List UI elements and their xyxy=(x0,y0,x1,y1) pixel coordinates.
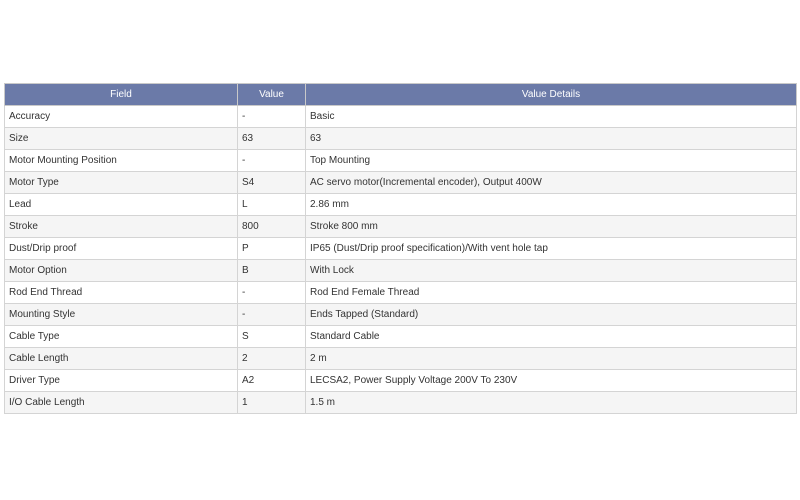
header-value: Value xyxy=(238,84,306,106)
table-row xyxy=(5,348,797,370)
cell-field: Accuracy xyxy=(5,106,238,128)
cell-value-details: 2 m xyxy=(306,348,797,370)
table-row xyxy=(5,304,797,326)
header-row xyxy=(5,84,797,106)
spec-table xyxy=(4,83,797,414)
cell-value-details: Rod End Female Thread xyxy=(306,282,797,304)
cell-field: Stroke xyxy=(5,216,238,238)
table-row xyxy=(5,216,797,238)
table-row xyxy=(5,238,797,260)
cell-field: Cable Length xyxy=(5,348,238,370)
table-row xyxy=(5,194,797,216)
cell-value: L xyxy=(238,194,306,216)
cell-field: Size xyxy=(5,128,238,150)
cell-value-details: Stroke 800 mm xyxy=(306,216,797,238)
cell-value-details: 63 xyxy=(306,128,797,150)
cell-field: Rod End Thread xyxy=(5,282,238,304)
table-row xyxy=(5,172,797,194)
cell-value: - xyxy=(238,304,306,326)
cell-value-details: 1.5 m xyxy=(306,392,797,414)
cell-value-details: Top Mounting xyxy=(306,150,797,172)
cell-value: - xyxy=(238,150,306,172)
cell-value-details: 2.86 mm xyxy=(306,194,797,216)
cell-value: 1 xyxy=(238,392,306,414)
cell-field: Motor Mounting Position xyxy=(5,150,238,172)
cell-value-details: Basic xyxy=(306,106,797,128)
table-row xyxy=(5,326,797,348)
cell-value: A2 xyxy=(238,370,306,392)
cell-value: 63 xyxy=(238,128,306,150)
cell-value-details: Standard Cable xyxy=(306,326,797,348)
table-row xyxy=(5,370,797,392)
header-field: Field xyxy=(5,84,238,106)
cell-value-details: IP65 (Dust/Drip proof specification)/With vent hole tap xyxy=(306,238,797,260)
cell-field: Cable Type xyxy=(5,326,238,348)
cell-value-details: Ends Tapped (Standard) xyxy=(306,304,797,326)
cell-value-details: With Lock xyxy=(306,260,797,282)
cell-field: Dust/Drip proof xyxy=(5,238,238,260)
spec-table-container xyxy=(4,83,796,414)
cell-value: - xyxy=(238,106,306,128)
cell-value: S xyxy=(238,326,306,348)
cell-value: P xyxy=(238,238,306,260)
table-row xyxy=(5,282,797,304)
table-row xyxy=(5,128,797,150)
cell-value: B xyxy=(238,260,306,282)
cell-value-details: LECSA2, Power Supply Voltage 200V To 230V xyxy=(306,370,797,392)
cell-field: Motor Type xyxy=(5,172,238,194)
table-row xyxy=(5,392,797,414)
table-row xyxy=(5,106,797,128)
cell-value: - xyxy=(238,282,306,304)
cell-field: Lead xyxy=(5,194,238,216)
cell-value: S4 xyxy=(238,172,306,194)
cell-field: Driver Type xyxy=(5,370,238,392)
cell-field: I/O Cable Length xyxy=(5,392,238,414)
header-value-details: Value Details xyxy=(306,84,797,106)
cell-value-details: AC servo motor(Incremental encoder), Output 400W xyxy=(306,172,797,194)
cell-value: 800 xyxy=(238,216,306,238)
table-row xyxy=(5,150,797,172)
spec-table-header xyxy=(5,84,797,106)
table-row xyxy=(5,260,797,282)
cell-field: Motor Option xyxy=(5,260,238,282)
cell-field: Mounting Style xyxy=(5,304,238,326)
spec-table-body xyxy=(5,106,797,414)
cell-value: 2 xyxy=(238,348,306,370)
